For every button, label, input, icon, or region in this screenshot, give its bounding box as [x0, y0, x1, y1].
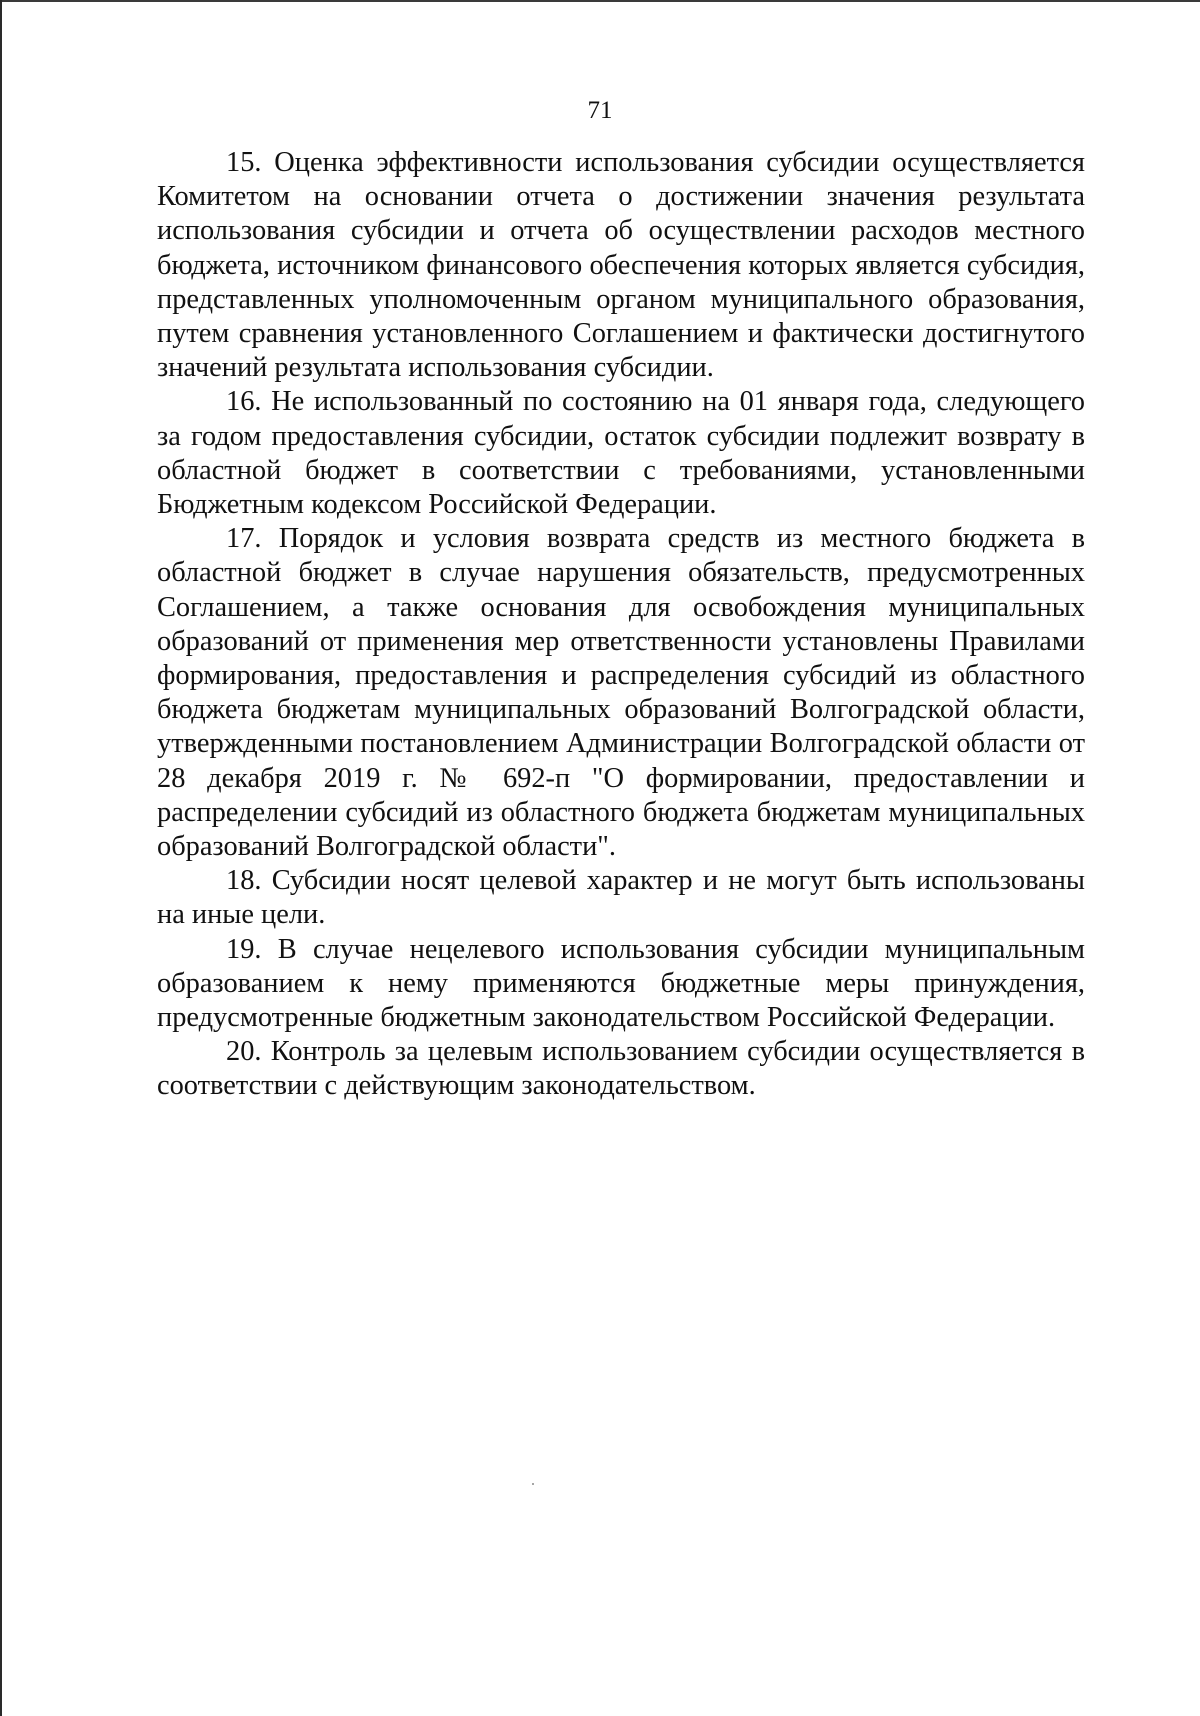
paragraph-20: 20. Контроль за целевым использованием субсидии осуществляется в соответствии с действующим законодательством.	[157, 1036, 1085, 1102]
scan-edge-left	[0, 0, 2, 1716]
paragraph-15: 15. Оценка эффективности использования субсидии осуществляется Комитетом на основании отчета о достижении значения результата использования субсидии и отчета об осуществлении расходов местного бюджета, источником финансового обеспечения которых является субсидия, представленных уполномоченным органом муниципального образования, путем сравнения установленного Соглашением и фактически достигнутого значений результата использования субсидии.	[157, 147, 1085, 384]
document-body	[157, 146, 1085, 1104]
paragraph-16: 16. Не использованный по состоянию на 01 января года, следующего за годом предоставления субсидии, остаток субсидии подлежит возврату в областной бюджет в соответствии с требованиями, установленными Бюджетным кодексом Российской Федерации.	[157, 386, 1085, 521]
paragraph-18: 18. Субсидии носят целевой характер и не могут быть использованы на иные цели.	[157, 865, 1085, 931]
scan-edge-top	[0, 0, 1200, 2]
scan-speck	[532, 1483, 534, 1485]
paragraph-19: 19. В случае нецелевого использования субсидии муниципальным образованием к нему применяются бюджетные меры принуждения, предусмотренные бюджетным законодательством Российской Федерации.	[157, 933, 1085, 1034]
paragraph-17: 17. Порядок и условия возврата средств из местного бюджета в областной бюджет в случае нарушения обязательств, предусмотренных Соглашением, а также основания для освобождения муниципальных образований от применения мер ответственности установлены Правилами формирования, предоставления и распределения субсидий из областного бюджета бюджетам муниципальных образований Волгоградской области, утвержденными постановлением Администрации Волгоградской области от 28 декабря 2019 г. № 692-п "О формировании, предоставлении и распределении субсидий из областного бюджета бюджетам муниципальных образований Волгоградской области".	[157, 523, 1085, 863]
page-number: 71	[587, 97, 613, 124]
